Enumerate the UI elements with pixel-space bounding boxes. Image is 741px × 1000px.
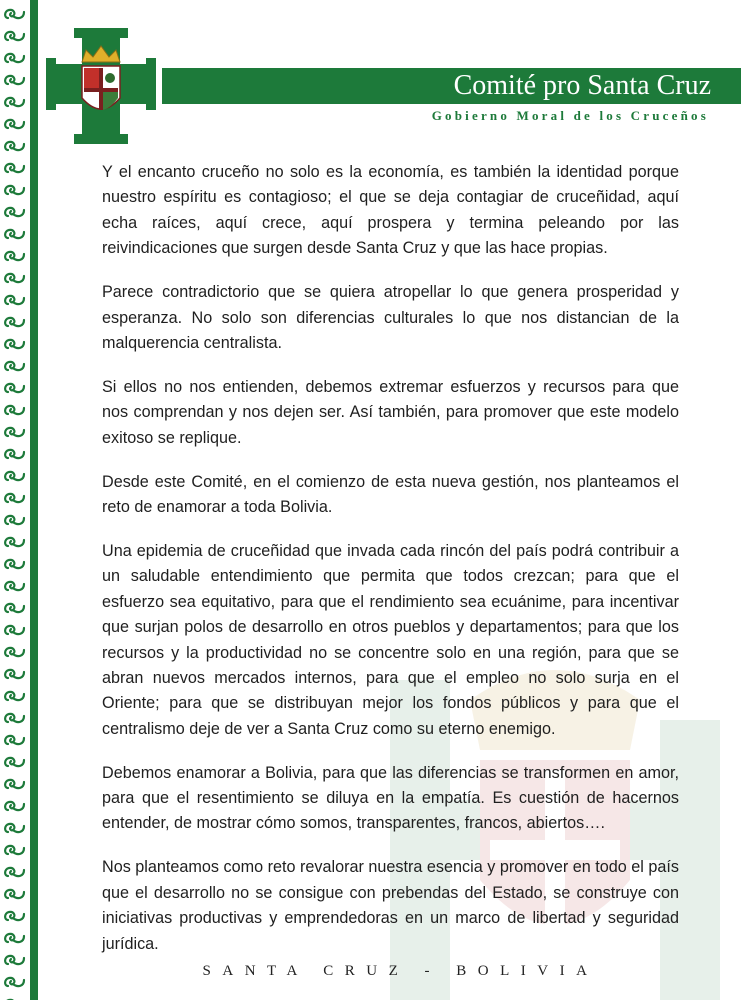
scroll-pattern-icon [0,0,30,1000]
paragraph: Debemos enamorar a Bolivia, para que las diferencias se transformen en amor, para que el resentimiento se diluya en la empatía. Es cuestión de hacernos entender, de mostrar cómo somos, transparentes, francos, abiertos…. [102,763,679,833]
letter-body [102,160,679,975]
paragraph: Nos planteamos como reto revalorar nuestra esencia y promover en todo el país que el desarrollo no se consigue con prebendas del Estado, se construye con iniciativas productivas y emprendedoras en un marco de libertad y seguridad jurídica. [102,858,679,953]
page-subtitle: Gobierno Moral de los Cruceños [431,108,709,123]
decorative-border [0,0,38,1000]
paragraph: Una epidemia de cruceñidad que invada cada rincón del país podrá contribuir a un saludable entendimiento que permita que todos crezcan; para que el esfuerzo sea equitativo, para que el rendimiento sea ecuánime, para incentivar que surjan polos de desarrollo en otros pueblos y departamentos; para que los recursos y la productividad no se concentre solo en una región, para que se abran nuevos mercados internos, para que el empleo no solo surja en el Oriente; para que se distribuyan mejor los fondos públicos y para que el centralismo deje de ver a Santa Cruz como su eterno enemigo. [102,541,679,738]
footer-location: SANTA CRUZ - BOLIVIA [202,963,599,979]
paragraph: Y el encanto cruceño no solo es la economía, es también la identidad porque nuestro espíritu es contagioso; el que se deja contagiar de cruceñidad, aquí echa raíces, aquí crece, aquí prospera y termina peleando por las reivindicaciones que surgen desde Santa Cruz y que las hace propias. [102,163,679,258]
paragraph: Si ellos no nos entienden, debemos extremar esfuerzos y recursos para que nos comprendan y nos dejen ser. Así también, para promover que este modelo exitoso se replique. [102,377,679,447]
coat-of-arms-logo-icon [46,28,156,144]
page-title: Comité pro Santa Cruz [453,70,711,101]
paragraph: Desde este Comité, en el comienzo de esta nueva gestión, nos planteamos el reto de enamorar a toda Bolivia. [102,472,679,516]
paragraph: Parece contradictorio que se quiera atropellar lo que genera prosperidad y esperanza. No solo son diferencias culturales lo que nos distancian de la malquerencia centralista. [102,283,679,352]
